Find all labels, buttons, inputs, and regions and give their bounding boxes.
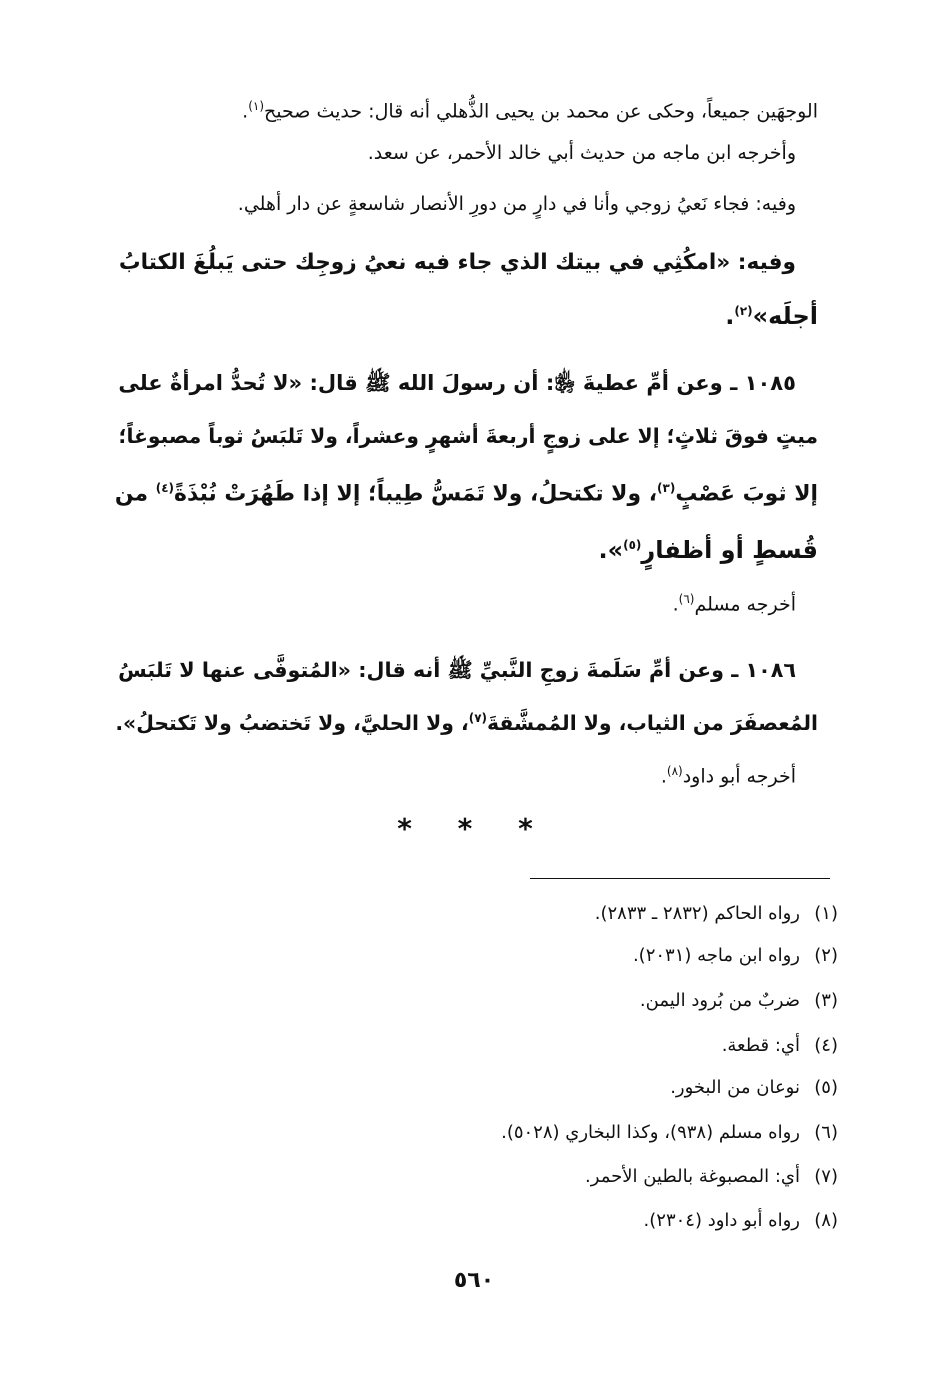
punct: . [242, 100, 249, 123]
footnote-number: (٢) [814, 945, 838, 966]
footnote-text: ضربٌ من بُرود اليمن. [639, 990, 800, 1011]
section-separator: * * * [397, 812, 551, 845]
hadith-1085-line [115, 482, 818, 505]
footnote-item [595, 905, 838, 923]
hadith-1086-source [661, 765, 796, 786]
hadith-1085-line [598, 538, 818, 562]
line-text: ميتٍ فوقَ ثلاثٍ؛ إلا على زوجٍ أربعةَ أشهرٍ وعشراً، ولا تَلبَسُ ثوباً مصبوغاً؛ [118, 424, 818, 448]
footnote-text: أي: المصبوغة بالطين الأحمر. [585, 1166, 800, 1187]
line-text: ، ولا تكتحلُ، ولا تَمَسُّ طِيباً؛ إلا إذا طَهُرَتْ نُبْذَةً [174, 481, 658, 507]
footnote-ref: (١) [248, 99, 265, 113]
punct: . [660, 765, 667, 788]
text-line [242, 100, 818, 121]
line-text: ١٠٨٥ ـ وعن أمِّ عطيةَ ﵂: أن رسولَ الله ﷺ قال: «لا تُحدُّ امرأةٌ على [118, 370, 796, 395]
text-line [725, 304, 818, 328]
footnote-number: (٧) [814, 1166, 838, 1187]
footnote-text: نوعان من البخور. [670, 1077, 800, 1098]
line-text: قُسطٍ أو أظفارٍ [641, 536, 818, 564]
text-line [119, 252, 796, 274]
footnote-item [640, 992, 838, 1010]
footnote-text: رواه الحاكم (٢٨٣٢ ـ ٢٨٣٣). [594, 903, 800, 924]
line-text: أخرجه أبو داود [682, 765, 796, 788]
footnote-item [501, 1124, 838, 1142]
footnote-text: رواه ابن ماجه (٢٠٣١). [632, 945, 800, 966]
footnote-number: (٤) [814, 1035, 838, 1056]
footnote-item [670, 1079, 838, 1097]
footnote-number: (٥) [814, 1077, 838, 1098]
footnote-ref: (٤) [155, 481, 175, 495]
line-text: ، ولا الحليَّ، ولا تَختضبُ ولا تَكتحلُ». [115, 710, 469, 735]
footnote-number: (٨) [814, 1210, 838, 1231]
footnote-item [633, 947, 838, 965]
footnote-ref: (٢) [734, 304, 753, 318]
page-number: ٥٦٠ [453, 1268, 495, 1293]
footnote-ref: (٥) [623, 538, 642, 552]
line-text: إلا ثوبَ عَصْبٍ [675, 481, 818, 507]
line-text: وأخرجه ابن ماجه من حديث أبي خالد الأحمر، عن سعد. [367, 142, 796, 164]
hadith-1086-line [118, 660, 796, 681]
hadith-1085-line [118, 426, 818, 446]
footnote-item [585, 1168, 838, 1186]
footnote-number: (٣) [814, 990, 838, 1011]
footnote-text: رواه أبو داود (٢٣٠٤). [643, 1210, 800, 1231]
line-text: ١٠٨٦ ـ وعن أمِّ سَلَمةَ زوجِ النَّبيِّ ﷺ أنه قال: «المُتوفَّى عنها لا تَلبَسُ [118, 658, 796, 682]
footnote-ref: (٣) [657, 481, 676, 495]
footnote-rule [530, 878, 830, 879]
line-text: وفيه: «امكُثِي في بيتك الذي جاء فيه نعيُ زوجِك حتى يَبلُغَ الكتابُ [118, 250, 796, 275]
line-text: وفيه: فجاء نَعيُ زوجي وأنا في دارٍ من دورِ الأنصار شاسعةٍ عن دار أهلي. [237, 193, 796, 215]
line-text: المُعصفَرَ من الثياب، ولا المُمشَّقةَ [487, 710, 818, 735]
punct: . [672, 593, 679, 616]
punct: . [725, 302, 735, 330]
footnote-ref: (٦) [678, 592, 695, 606]
line-text: أخرجه مسلم [694, 593, 796, 616]
footnote-ref: (٧) [468, 711, 488, 725]
hadith-1085-source [673, 593, 796, 614]
text-line [238, 195, 796, 214]
footnote-item [644, 1212, 838, 1230]
text-line [368, 144, 796, 163]
line-text: الوجهَين جميعاً، وحكى عن محمد بن يحيى الذُّهلي أنه قال: حديث صحيح [264, 100, 818, 123]
footnote-text: أي: قطعة. [721, 1035, 800, 1056]
hadith-1085-line [118, 372, 796, 393]
line-text: من [114, 481, 156, 507]
footnote-item [722, 1037, 838, 1055]
footnote-number: (١) [814, 903, 838, 924]
footnote-text: رواه مسلم (٩٣٨)، وكذا البخاري (٥٠٢٨). [501, 1122, 800, 1143]
footnote-ref: (٨) [666, 764, 683, 778]
footnote-number: (٦) [814, 1122, 838, 1143]
hadith-1086-line [115, 712, 818, 733]
punct: ». [598, 536, 624, 564]
line-text: أجلَه» [752, 302, 818, 330]
